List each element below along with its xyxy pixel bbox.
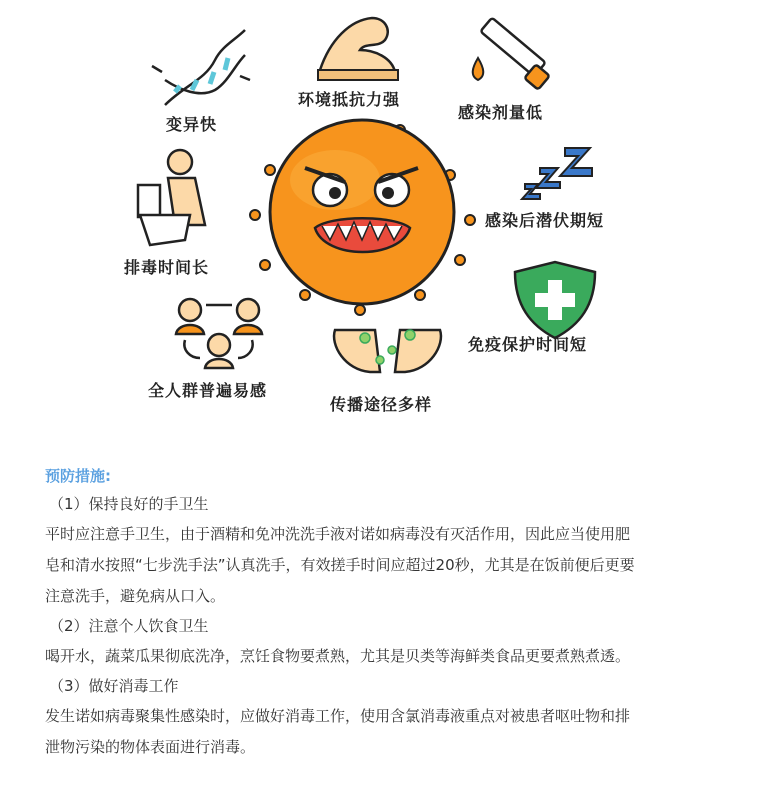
label-transmission: 传播途径多样 — [330, 395, 433, 414]
prevention-article — [45, 462, 725, 763]
people-group-icon — [176, 299, 262, 368]
section-line: 喝开水，蔬菜瓜果彻底洗净，烹饪食物要煮熟，尤其是贝类等海鲜类食品更要煮熟煮透。 — [45, 647, 631, 665]
label-immunity: 免疫保护时间短 — [468, 335, 588, 354]
label-dose: 感染剂量低 — [458, 103, 544, 122]
label-incubation: 感染后潜伏期短 — [485, 211, 605, 230]
label-resistance: 环境抵抗力强 — [298, 90, 401, 109]
label-shedding: 排毒时间长 — [124, 258, 210, 277]
label-mutation: 变异快 — [166, 115, 218, 134]
prevention-heading: 预防措施: — [45, 467, 111, 485]
muscle-arm-icon — [318, 18, 398, 80]
section-line: 泄物污染的物体表面进行消毒。 — [45, 738, 256, 756]
section-line: 发生诺如病毒聚集性感染时，应做好消毒工作，使用含氯消毒液重点对被患者呕吐物和排 — [45, 707, 631, 725]
section-subtitle: （2）注意个人饮食卫生 — [49, 617, 209, 635]
label-susceptible: 全人群普遍易感 — [148, 381, 268, 400]
hands-virus-icon — [334, 330, 441, 372]
section-line: 注意洗手，避免病从口入。 — [45, 587, 226, 605]
virus-icon — [250, 120, 475, 315]
section-line: 平时应注意手卫生，由于酒精和免冲洗洗手液对诺如病毒没有灭活作用，因此应当使用肥 — [45, 525, 631, 543]
zzz-icon — [522, 148, 592, 199]
low-dose-icon — [473, 18, 550, 90]
shield-cross-icon — [515, 262, 595, 338]
section-line: 皂和清水按照“七步洗手法”认真洗手，有效搓手时间应超过20秒，尤其是在饭前便后更要 — [45, 556, 635, 574]
toilet-person-icon — [138, 150, 205, 245]
section-subtitle: （1）保持良好的手卫生 — [49, 495, 209, 513]
section-subtitle: （3）做好消毒工作 — [49, 677, 179, 695]
dna-icon — [152, 30, 250, 105]
